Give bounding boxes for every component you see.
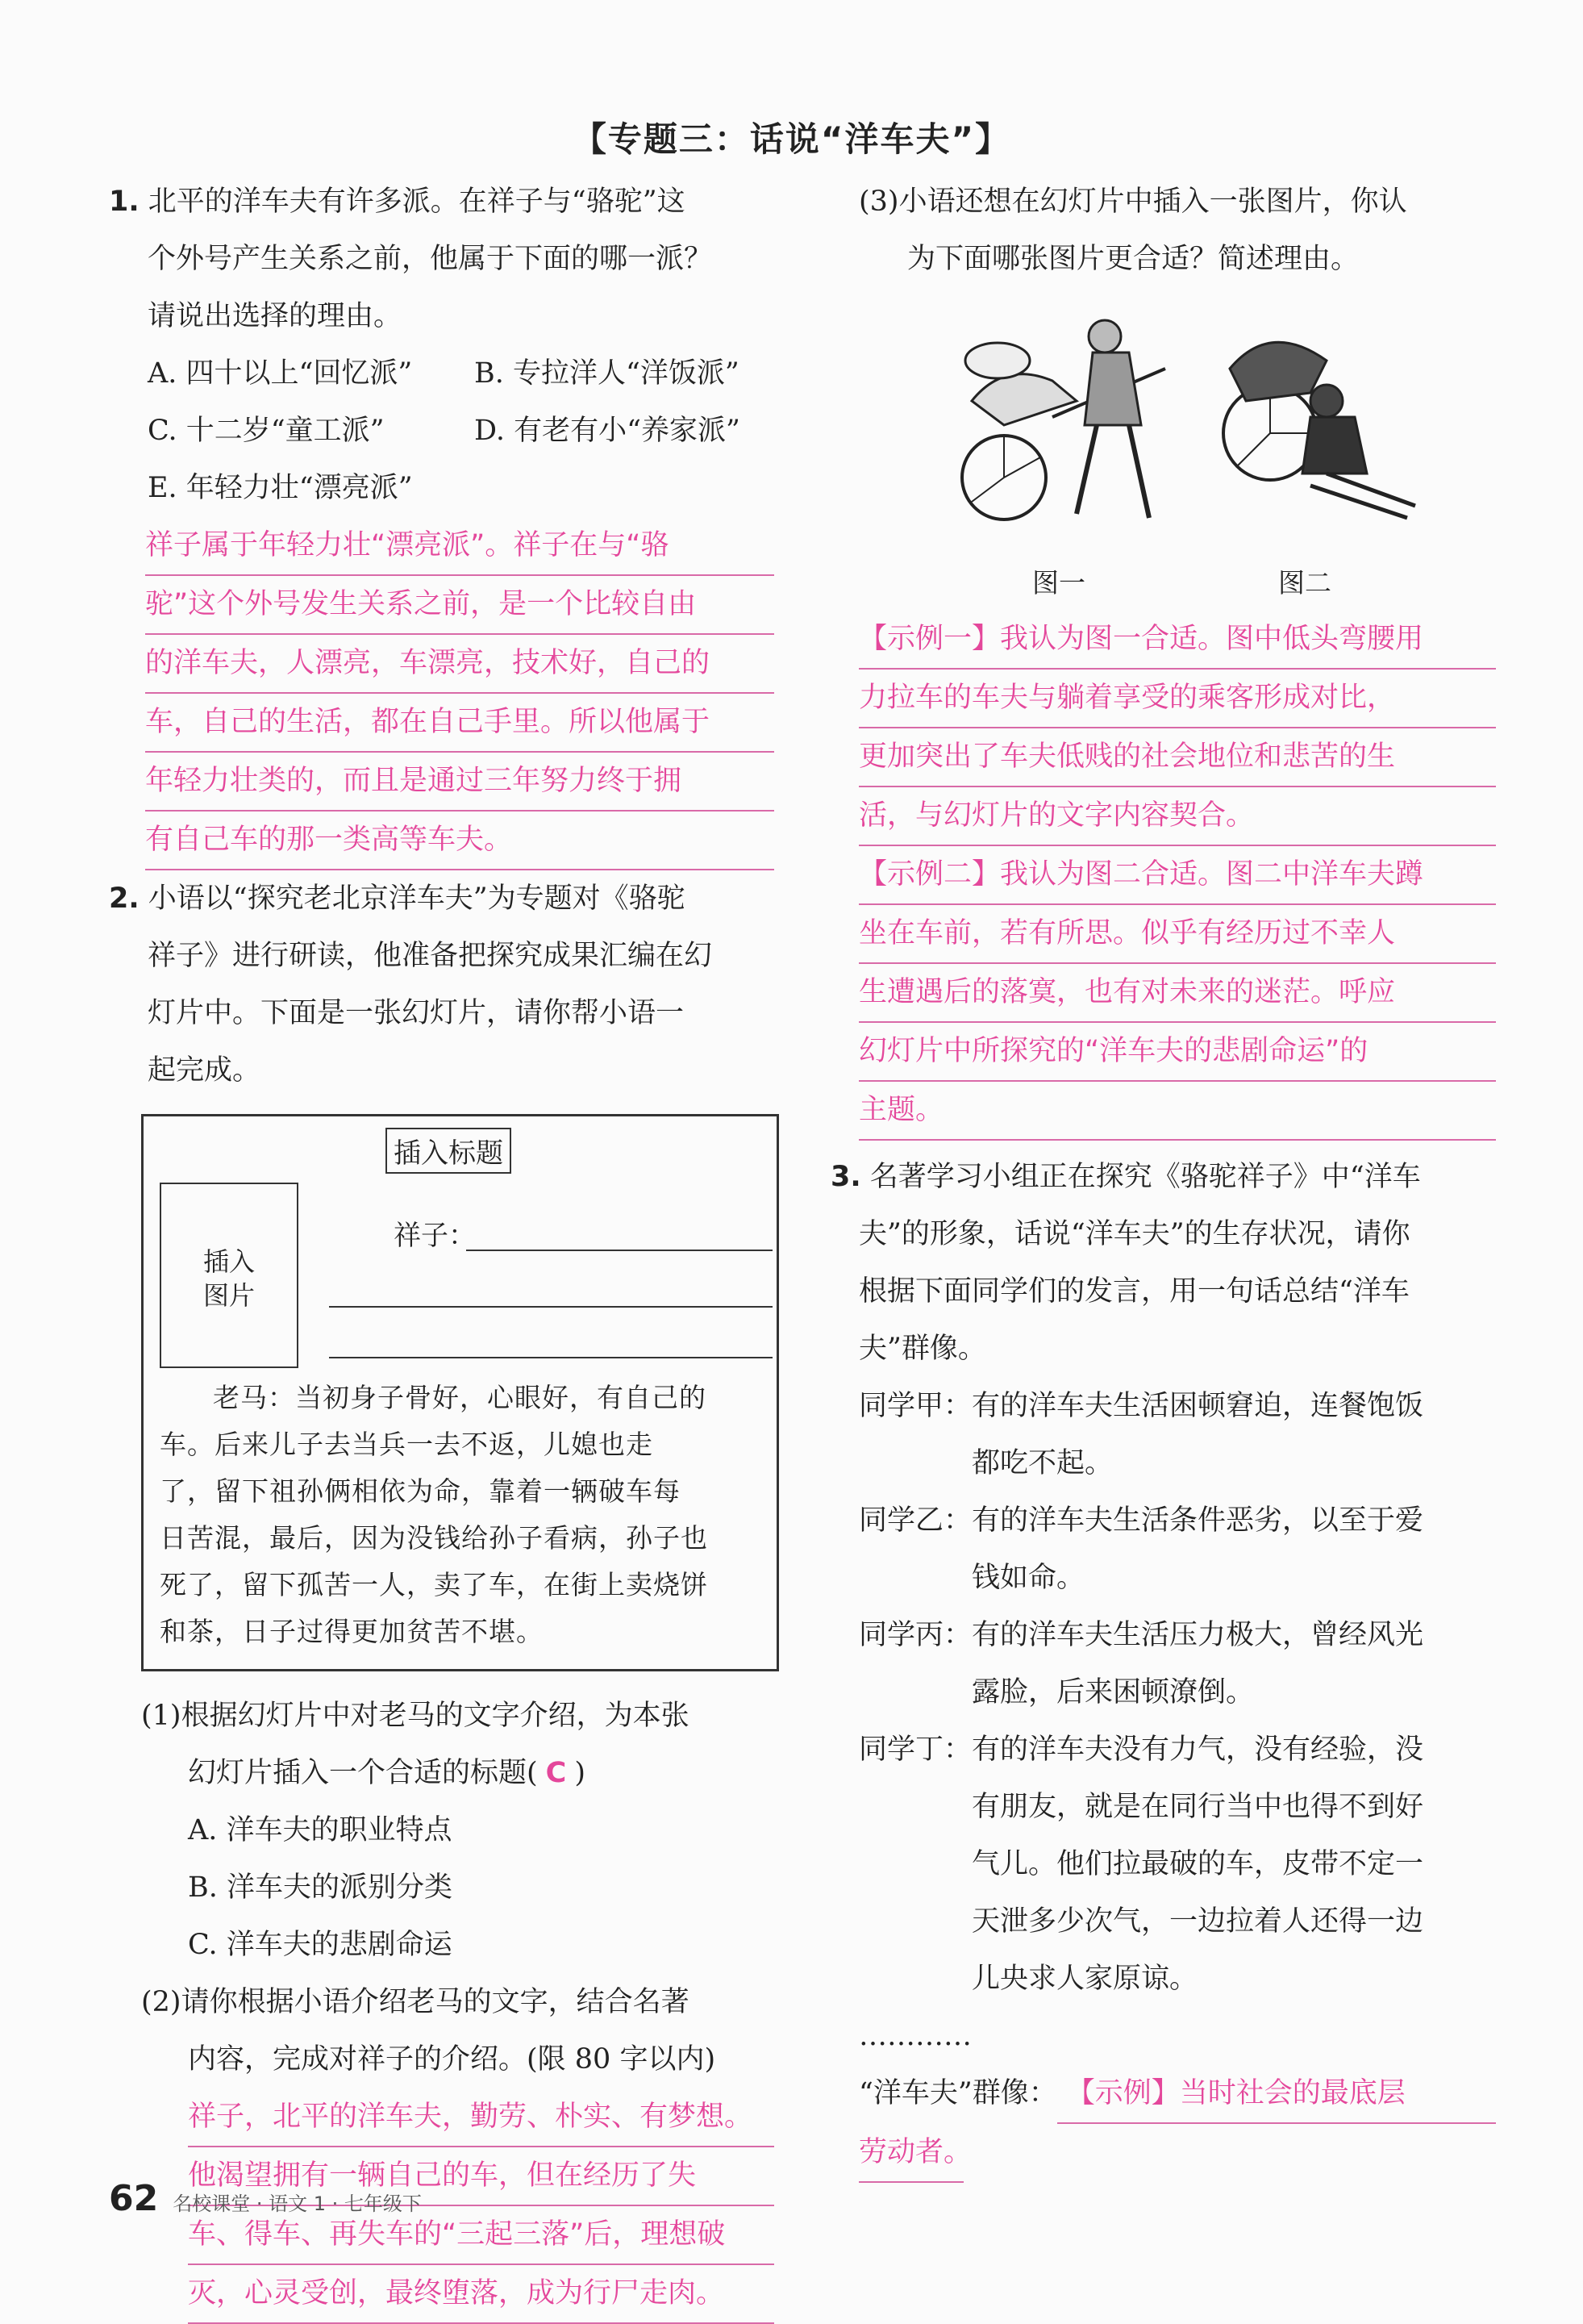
laoma-line: 和茶，日子过得更加贫苦不堪。 (160, 1616, 544, 1647)
slide-picture-placeholder (160, 1183, 298, 1368)
speaker-text: 都吃不起。 (972, 1447, 1114, 1479)
q1-line-3: 请说出选择的理由。 (148, 300, 402, 332)
speaker-name: 同学丁： (859, 1734, 973, 1766)
sub1-option-a: A. 洋车夫的职业特点 (188, 1814, 452, 1846)
laoma-line: 了，留下祖孙俩相依为命，靠着一辆破车每 (160, 1475, 681, 1507)
speaker-text: 有朋友，就是在同行当中也得不到好 (972, 1791, 1424, 1823)
figure-captions (859, 562, 1496, 611)
laoma-line: 车。后来儿子去当兵一去不返，儿媳也走 (160, 1429, 653, 1460)
q1-line-1 (109, 173, 774, 231)
sub3-line-2: 为下面哪张图片更合适？简述理由。 (907, 243, 1360, 275)
ellipsis: ………… (859, 2020, 972, 2052)
blank-line (329, 1357, 773, 1358)
answer-line: 主题。 (859, 1082, 1496, 1141)
speaker-line (859, 1492, 1496, 1550)
answer-line: 灭，心灵受创，最终堕落，成为行尸走肉。 (188, 2265, 774, 2324)
sub3-answer (859, 611, 1496, 1141)
right-column (831, 173, 1496, 2183)
q3-text: 名著学习小组正在探究《骆驼祥子》中“洋车 (869, 1161, 1421, 1193)
sub3-line-1: (3)小语还想在幻灯片中插入一张图片，你认 (859, 186, 1407, 218)
laoma-line: 日苦混，最后，因为没钱给孙子看病，孙子也 (160, 1522, 708, 1554)
q2-line-2: 祥子》进行研读，他准备把探究成果汇编在幻 (148, 940, 713, 972)
page-number: 62 (109, 2178, 159, 2219)
sub1-bracket: ) (574, 1757, 585, 1789)
sub1-line-2 (109, 1745, 774, 1802)
q3-answer-cont (859, 2124, 973, 2183)
figure-area (859, 296, 1496, 562)
speaker-text: 天泄多少次气，一边拉着人还得一边 (972, 1905, 1424, 1938)
speaker-text: 气儿。他们拉最破的车，皮带不定一 (972, 1848, 1424, 1880)
answer-line: 车，自己的生活，都在自己手里。所以他属于 (145, 694, 774, 753)
answer-line: 幻灯片中所探究的“洋车夫的悲剧命运”的 (859, 1023, 1496, 1082)
answer-line: 坐在车前，若有所思。似乎有经历过不幸人 (859, 905, 1496, 964)
q1-option-b: B. 专拉洋人“洋饭派” (474, 357, 739, 390)
q3-summary-row (859, 2065, 1496, 2124)
q2-text: 小语以“探究老北京洋车夫”为专题对《骆驼 (148, 882, 685, 915)
picture-label: 图片 (202, 1280, 255, 1311)
speaker-line (859, 1607, 1496, 1664)
answer-line: 【示例二】我认为图二合适。图二中洋车夫蹲 (859, 846, 1496, 905)
q2-number: 2. (109, 882, 140, 915)
speaker-text: 钱如命。 (972, 1562, 1085, 1594)
q2-line-4: 起完成。 (148, 1054, 261, 1087)
speaker-line (859, 1721, 1496, 1779)
q1-answer (145, 517, 774, 870)
q1-options-row (109, 403, 774, 460)
q1-number: 1. (109, 186, 140, 218)
answer-line: 更加突出了车夫低贱的社会地位和悲苦的生 (859, 728, 1496, 787)
q3-line-1 (831, 1149, 1496, 1206)
laoma-text (160, 1375, 764, 1655)
sub1-option-b: B. 洋车夫的派别分类 (188, 1871, 452, 1904)
sub1-line-1: (1)根据幻灯片中对老马的文字介绍，为本张 (141, 1700, 689, 1732)
laoma-line: 死了，留下孤苦一人，卖了车，在街上卖烧饼 (160, 1569, 708, 1600)
q3-line-3: 根据下面同学们的发言，用一句话总结“洋车 (859, 1275, 1410, 1308)
laoma-line: 老马：当初身子骨好，心眼好，有自己的 (213, 1382, 706, 1413)
answer-line: 他渴望拥有一辆自己的车，但在经历了失 (188, 2147, 774, 2206)
speaker-name: 同学甲： (859, 1390, 973, 1422)
sub1-option-c: C. 洋车夫的悲剧命运 (188, 1929, 452, 1961)
slide-mockup (141, 1114, 779, 1671)
answer-line: 驼”这个外号发生关系之前，是一个比较自由 (145, 576, 774, 635)
speaker-line (859, 1378, 1496, 1435)
speaker-name: 同学乙： (859, 1504, 973, 1537)
q2-line-1 (109, 870, 774, 928)
q2-line-3: 灯片中。下面是一张幻灯片，请你帮小语一 (148, 997, 685, 1029)
speaker-name: 同学丙： (859, 1619, 973, 1651)
answer-line: 车、得车、再失车的“三起三落”后，理想破 (188, 2206, 774, 2265)
answer-line: 力拉车的车夫与躺着享受的乘客形成对比， (859, 670, 1496, 728)
book-info: 名校课堂 · 语文 1 · 七年级下 (173, 2193, 422, 2215)
answer-line: 【示例一】我认为图一合适。图中低头弯腰用 (859, 611, 1496, 670)
caption-figure-one: 图一 (1032, 567, 1085, 599)
speaker-yi (859, 1492, 1496, 1607)
answer-line: 【示例】当时社会的最底层 (1057, 2065, 1496, 2124)
figure-two-squatting-puller-image (1214, 312, 1423, 538)
speaker-text: 有的洋车夫生活困顿窘迫，连餐饱饭 (972, 1390, 1424, 1422)
page-title: 【专题三：话说“洋车夫”】 (572, 119, 1011, 159)
xiangzi-blank (466, 1250, 773, 1251)
q3-line-4: 夫”群像。 (859, 1333, 986, 1365)
answer-line: 活，与幻灯片的文字内容契合。 (859, 787, 1496, 846)
sub2-line-2: 内容，完成对祥子的介绍。(限 80 字以内) (188, 2043, 716, 2076)
blank-line (329, 1306, 773, 1308)
q1-option-e: E. 年轻力壮“漂亮派” (148, 472, 413, 504)
q1-options-row (109, 345, 774, 403)
sub1-answer: C (545, 1757, 567, 1789)
speaker-text: 露脸，后来困顿潦倒。 (972, 1676, 1255, 1709)
sub1-prompt: 幻灯片插入一个合适的标题( (188, 1757, 538, 1789)
q3-number: 3. (831, 1161, 861, 1193)
answer-line: 生遭遇后的落寞，也有对未来的迷茫。呼应 (859, 964, 1496, 1023)
slide-title-box: 插入标题 (385, 1128, 511, 1174)
answer-line: 年轻力壮类的，而且是通过三年努力终于拥 (145, 753, 774, 812)
speaker-text: 有的洋车夫生活条件恶劣，以至于爱 (972, 1504, 1424, 1537)
summary-label: “洋车夫”群像： (859, 2077, 1057, 2109)
speaker-text: 有的洋车夫生活压力极大，曾经风光 (972, 1619, 1424, 1651)
page-footer (109, 2178, 422, 2219)
sub2-line-1: (2)请你根据小语介绍老马的文字，结合名著 (141, 1986, 689, 2018)
answer-line: 有自己车的那一类高等车夫。 (145, 812, 774, 870)
picture-label: 插入 (202, 1246, 255, 1277)
q1-option-a: A. 四十以上“回忆派” (148, 357, 413, 390)
q1-option-c: C. 十二岁“童工派” (148, 415, 385, 447)
left-column (109, 173, 774, 2324)
speaker-bing (859, 1607, 1496, 1721)
q1-line-2: 个外号产生关系之前，他属于下面的哪一派？ (148, 243, 713, 275)
figure-one-rickshaw-puller-image (956, 304, 1181, 546)
caption-figure-two: 图二 (1278, 567, 1331, 599)
speaker-text: 有的洋车夫没有力气，没有经验，没 (972, 1734, 1424, 1766)
q3-line-2: 夫”的形象，话说“洋车夫”的生存状况，请你 (859, 1218, 1410, 1250)
answer-line: 的洋车夫，人漂亮，车漂亮，技术好，自己的 (145, 635, 774, 694)
answer-line: 祥子，北平的洋车夫，勤劳、朴实、有梦想。 (188, 2088, 774, 2147)
speaker-jia (859, 1378, 1496, 1492)
xiangzi-label: 祥子： (394, 1220, 476, 1252)
answer-line: 祥子属于年轻力壮“漂亮派”。祥子在与“骆 (145, 517, 774, 576)
speaker-text: 儿央求人家原谅。 (972, 1963, 1198, 1995)
q1-option-d: D. 有老有小“养家派” (474, 415, 740, 447)
answer-line: 劳动者。 (859, 2124, 964, 2183)
q1-text: 北平的洋车夫有许多派。在祥子与“骆驼”这 (148, 186, 685, 218)
speaker-ding (859, 1721, 1496, 2008)
